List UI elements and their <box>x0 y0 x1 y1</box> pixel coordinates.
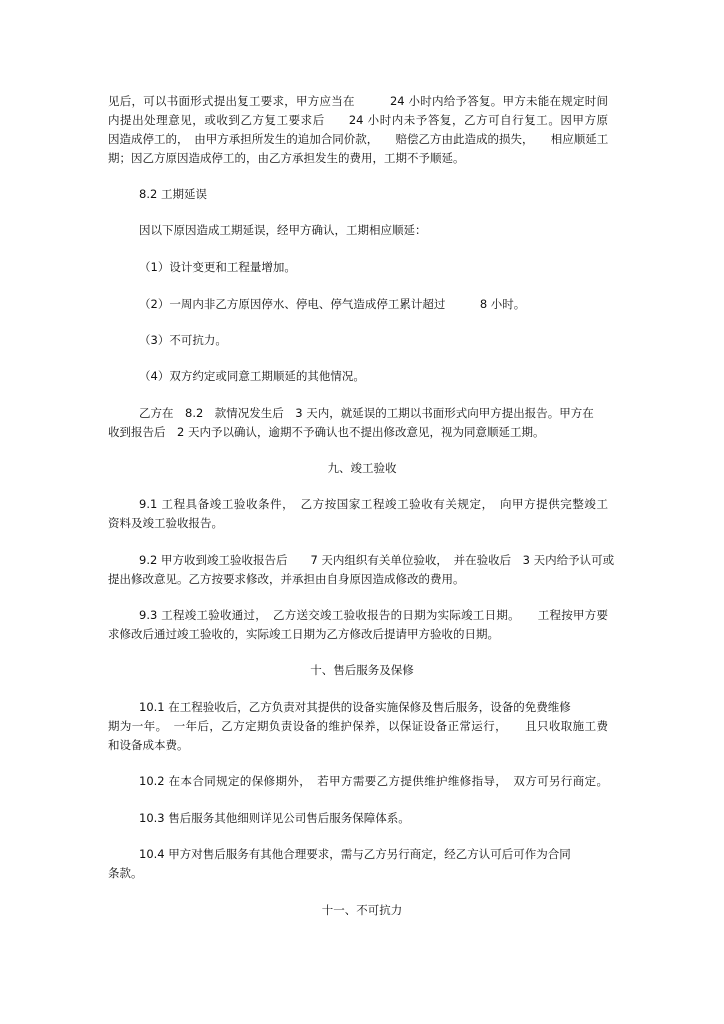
list-item: （1）设计变更和工程量增加。 <box>139 260 296 274</box>
para-line: 期为一年。 一年后，乙方定期负责设备的维护保养，以保证设备正常运行， 且只收取施工费 <box>108 719 608 733</box>
para-line: 9.2 甲方收到竣工验收报告后 7 天内组织有关单位验收， 并在验收后 3 天内给予认可或 <box>139 553 615 567</box>
para-line: 内提出处理意见，或收到乙方复工要求后 24 小时内未予答复，乙方可自行复工。因甲方原 <box>108 113 608 127</box>
para-line: 10.4 甲方对售后服务有其他合理要求，需与乙方另行商定，经乙方认可后可作为合同 <box>139 847 571 861</box>
list-item: （3）不可抗力。 <box>139 333 227 347</box>
para-line: 期；因乙方原因造成停工的，由乙方承担发生的费用，工期不予顺延。 <box>108 151 465 165</box>
section-title-10: 十、售后服务及保修 <box>310 663 414 677</box>
para-line: 10.2 在本合同规定的保修期外， 若甲方需要乙方提供维护维修指导， 双方可另行商定。 <box>139 774 608 788</box>
section-heading-8-2: 8.2 工期延误 <box>139 187 207 201</box>
para-line: 10.3 售后服务其他细则详见公司售后服务保障体系。 <box>139 811 410 825</box>
para-line: 乙方在 8.2 款情况发生后 3 天内，就延误的工期以书面形式向甲方提出报告。甲方在 <box>139 406 594 420</box>
para-line: 见后，可以书面形式提出复工要求，甲方应当在 24 小时内给予答复。甲方未能在规定时间 <box>108 94 608 108</box>
para-line: 提出修改意见。乙方按要求修改，并承担由自身原因造成修改的费用。 <box>108 572 465 586</box>
list-item: （2）一周内非乙方原因停水、停电、停气造成停工累计超过 8 小时。 <box>139 297 526 311</box>
para-line: 因以下原因造成工期延误，经甲方确认，工期相应顺延： <box>139 223 427 237</box>
list-item: （4）双方约定或同意工期顺延的其他情况。 <box>139 369 365 383</box>
para-line: 9.3 工程竣工验收通过， 乙方送交竣工验收报告的日期为实际竣工日期。 工程按甲方要 <box>139 608 608 622</box>
para-line: 求修改后通过竣工验收的，实际竣工日期为乙方修改后提请甲方验收的日期。 <box>108 627 499 641</box>
section-title-9: 九、竣工验收 <box>327 461 397 475</box>
para-line: 因造成停工的， 由甲方承担所发生的追加合同价款， 赔偿乙方由此造成的损失， 相应顺延工 <box>108 132 609 146</box>
para-line: 条款。 <box>108 866 143 880</box>
para-line: 和设备成本费。 <box>108 738 189 752</box>
para-line: 10.1 在工程验收后，乙方负责对其提供的设备实施保修及售后服务，设备的免费维修 <box>139 700 571 714</box>
para-line: 收到报告后 2 天内予以确认，逾期不予确认也不提出修改意见，视为同意顺延工期。 <box>108 425 545 439</box>
section-title-11: 十一、不可抗力 <box>321 903 403 917</box>
para-line: 资料及竣工验收报告。 <box>108 516 223 530</box>
para-line: 9.1 工程具备竣工验收条件， 乙方按国家工程竣工验收有关规定， 向甲方提供完整竣工 <box>139 497 608 511</box>
